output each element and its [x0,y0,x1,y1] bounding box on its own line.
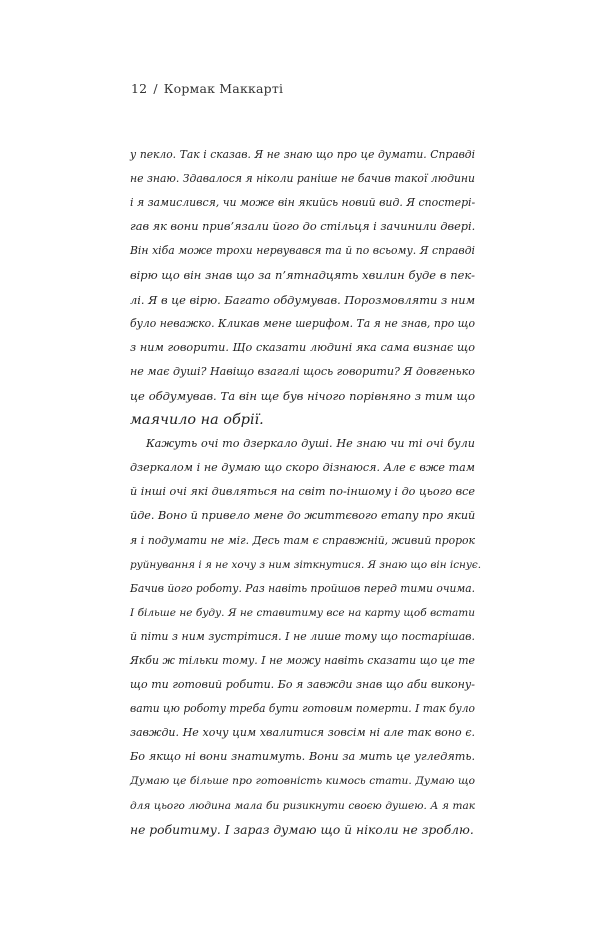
text-line: й піти з ним зустрітися. І не лише тому що постарішав. [130,629,475,643]
text-line: й інші очі які дивляться на світ по-іншому і до цього все [130,485,475,499]
text-line: маячило на обрії. [130,412,264,429]
text-line: з ним говорити. Що сказати людині яка сама визнає що [130,340,475,354]
text-line: не робитиму. І зараз думаю що й ніколи не зроблю. [130,822,474,837]
text-line: йде. Воно й привело мене до життєвого етапу про який [130,509,476,523]
text-line: Якби ж тільки тому. І не можу навіть сказати що це те [130,653,475,667]
text-line: що ти готовий робити. Бо я завжди знав що аби викону- [130,678,475,692]
body-text [130,143,482,842]
text-line: вати цю роботу треба бути готовим померти. І так було [130,702,475,716]
text-line: Бачив його роботу. Раз навіть пройшов перед тими очима. [130,581,475,595]
text-line: було неважко. Кликав мене шерифом. Та я не знав, про що [130,316,475,330]
paragraph-2 [130,432,482,842]
author-name: Кормак Маккарті [163,81,284,96]
text-line: І більше не буду. Я не ставитиму все на карту щоб встати [130,606,475,619]
text-line: я і подумати не міг. Десь там є справжній, живий пророк [130,533,475,547]
text-line: лі. Я в це вірю. Багато обдумував. Порозмовляти з ним [130,292,476,307]
text-line: це обдумував. Та він ще був нічого порівняно з тим що [130,388,475,403]
paragraph-1 [130,143,475,432]
text-line: для цього людина мала би ризикнути своєю душею. А я так [130,799,475,812]
header-separator: / [153,81,158,96]
text-line: і я замислився, чи може він якийсь новий вид. Я спостері- [130,196,476,210]
text-line: Бо якщо ні вони знатимуть. Вони за мить це угледять. [130,750,475,764]
text-line: у пекло. Так і сказав. Я не знаю що про це думати. Справді [130,148,475,161]
text-line: руйнування і я не хочу з ним зіткнутися. Я знаю що він існує. [130,558,482,571]
text-line: завжди. Не хочу цим хвалитися зовсім ні але так воно є. [130,726,475,740]
text-line: Думаю це більше про готовність кимось стати. Думаю що [130,775,475,788]
running-header [131,81,283,96]
text-line: Він хіба може трохи нервувався та й по всьому. Я справді [130,244,475,258]
text-line: вірю що він знав що за п’ятнадцять хвилин буде в пек- [130,268,475,283]
text-line: не знаю. Здавалося я ніколи раніше не бачив такої людини [130,172,475,186]
text-line: Кажуть очі то дзеркало душі. Не знаю чи ті очі були [146,437,475,451]
text-line: гав як вони прив’язали його до стільця і зачинили двері. [130,220,476,234]
text-line: не має душі? Навіщо взагалі щось говорити? Я довгенько [130,364,475,378]
page-number: 12 [131,81,148,96]
text-line: дзеркалом і не думаю що скоро дізнаюся. Але є вже там [130,461,475,475]
